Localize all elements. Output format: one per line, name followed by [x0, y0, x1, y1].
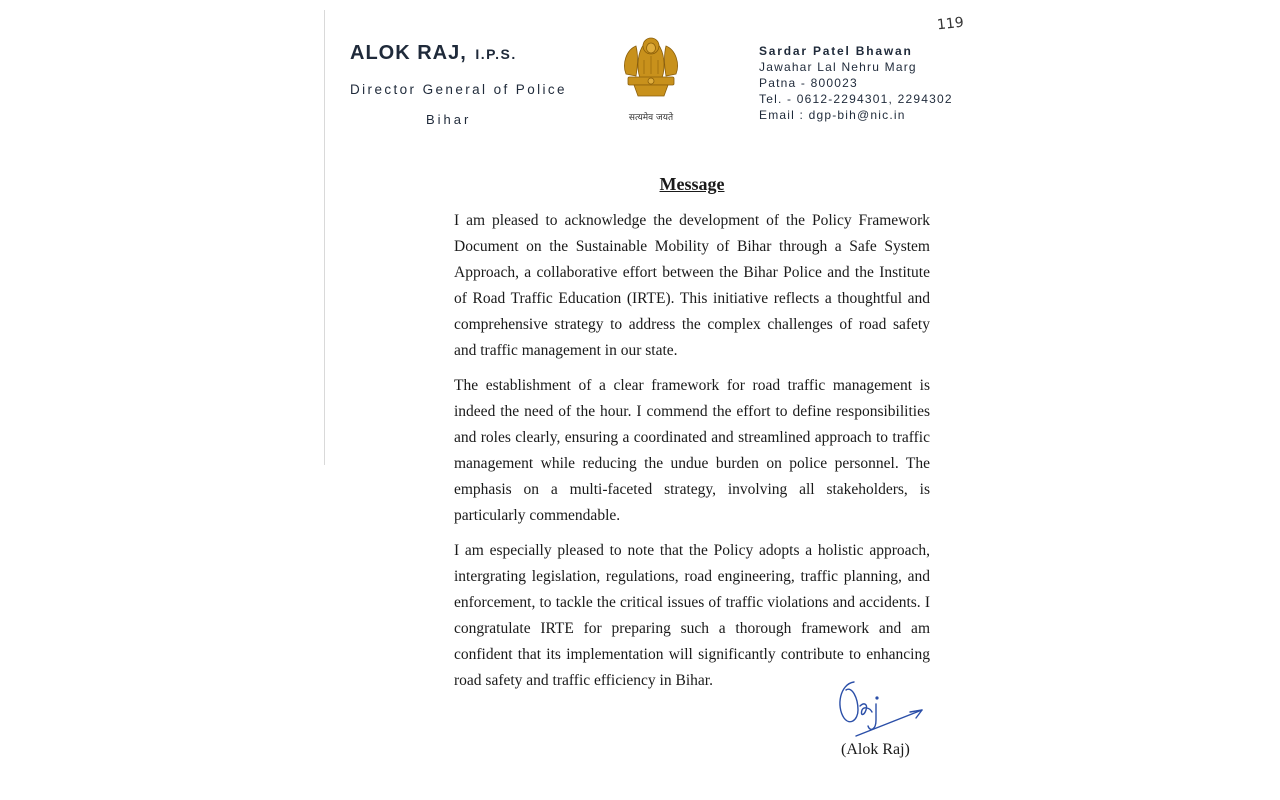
message-paragraph: I am especially pleased to note that the Policy adopts a holistic approach, intergrating legislation, regulations, road engineering, traffic planning, and enforcement, to tackle the critical issues of traffic violations and accidents. I congratulate IRTE for preparing such a thorough framework and am confident that its implementation will significantly contribute to enhancing road safety and traffic efficiency in Bihar. — [454, 542, 930, 689]
officer-name-line — [350, 42, 567, 65]
lion-capital-icon — [614, 30, 688, 110]
officer-state: Bihar — [426, 112, 472, 127]
message-paragraph: I am pleased to acknowledge the development of the Policy Framework Document on the Sustainable Mobility of Bihar through a Safe System Approach, a collaborative effort between the Bihar Police and the Institute of Road Traffic Education (IRTE). This initiative reflects a thoughtful and comprehensive strategy to address the complex challenges of road safety and traffic management in our state. — [454, 212, 930, 359]
address-telephone: Tel. - 0612-2294301, 2294302 — [759, 92, 953, 106]
officer-designation: Director General of Police — [350, 82, 567, 97]
letterhead-officer-block — [350, 42, 567, 127]
signatory-name: (Alok Raj) — [841, 741, 910, 758]
message-body — [454, 208, 930, 703]
address-building: Sardar Patel Bhawan — [759, 44, 913, 58]
message-title: Message — [659, 174, 725, 194]
officer-name: ALOK RAJ, — [350, 42, 467, 64]
address-email: Email : dgp-bih@nic.in — [759, 108, 906, 122]
message-paragraph: The establishment of a clear framework for road traffic management is indeed the need of the hour. I commend the effort to define responsibilities and roles clearly, ensuring a coordinated and streamlined approach to traffic management while reducing the undue burden on police personnel. The emphasis on a multi-faceted strategy, involving all stakeholders, is particularly commendable. — [454, 377, 930, 524]
officer-suffix: I.P.S. — [475, 46, 517, 62]
address-road: Jawahar Lal Nehru Marg — [759, 60, 917, 74]
handwritten-page-number: 119 — [936, 14, 965, 34]
letterhead-address-block — [759, 43, 953, 123]
handwritten-signature — [832, 676, 928, 742]
address-city-pin: Patna - 800023 — [759, 76, 858, 90]
national-emblem — [614, 30, 688, 126]
emblem-motto: सत्यमेव जयते — [628, 113, 674, 123]
page-edge-line — [324, 10, 325, 465]
